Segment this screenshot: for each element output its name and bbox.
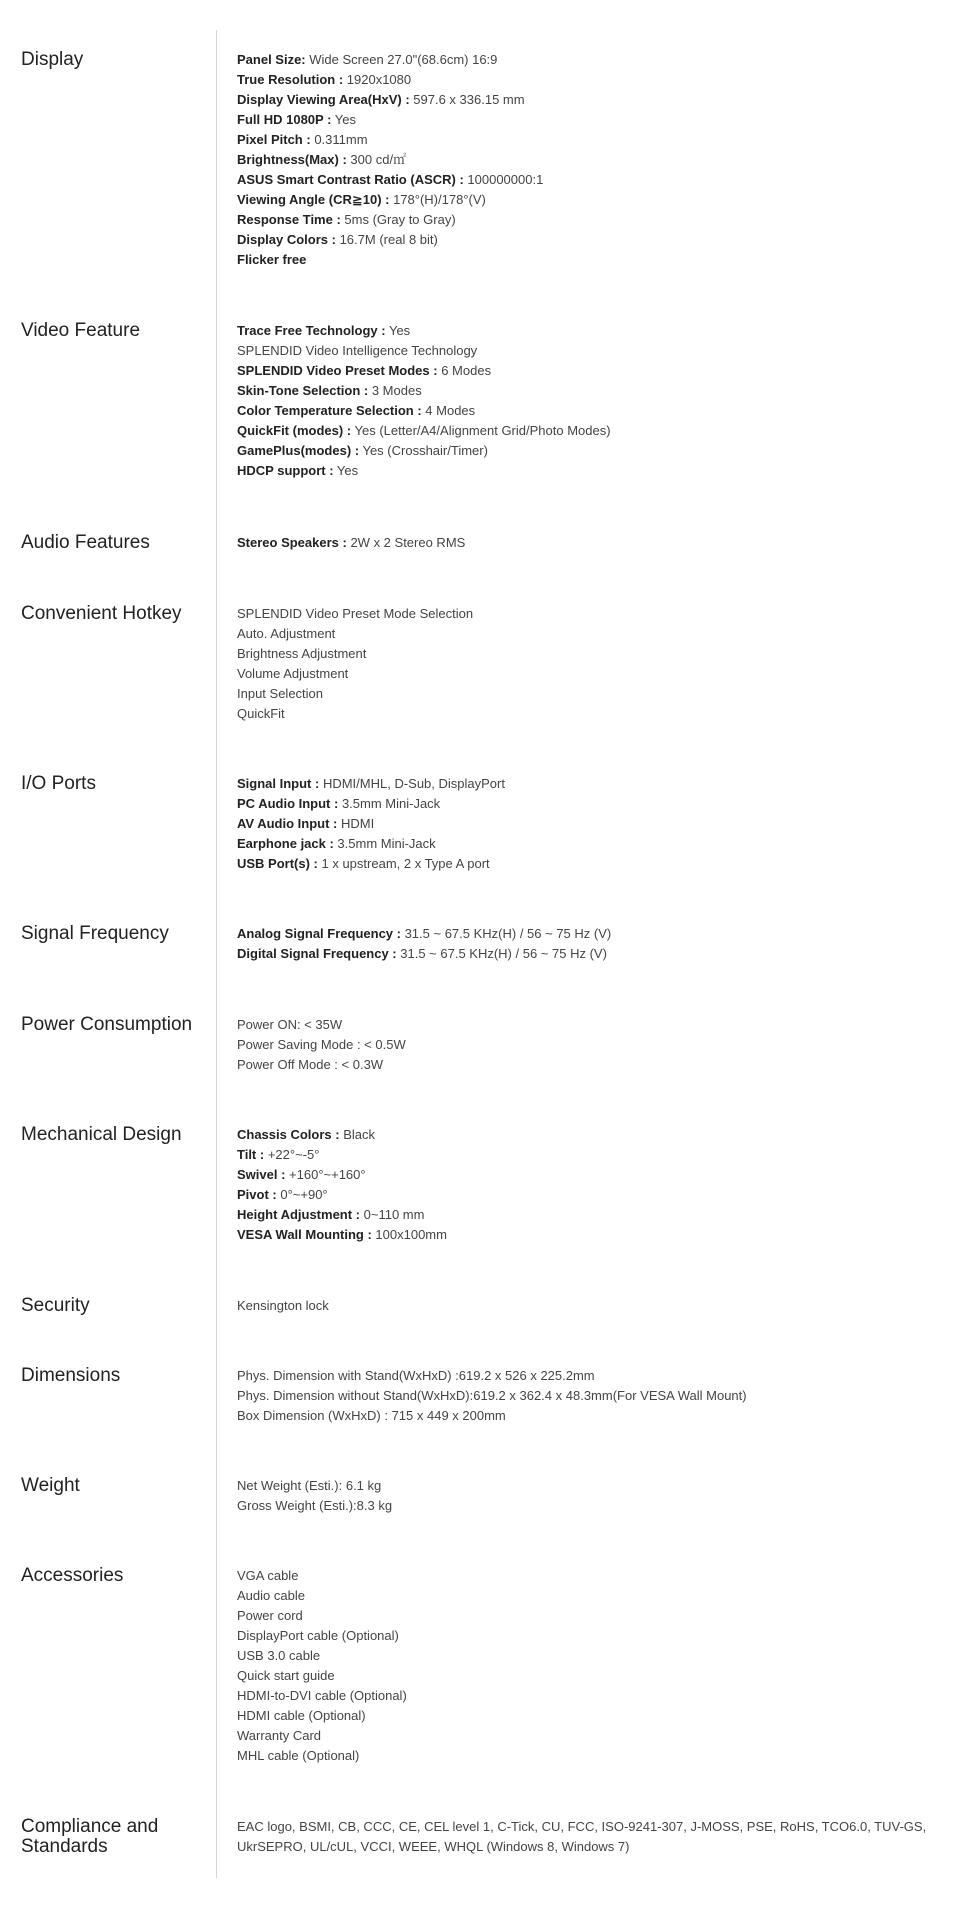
spec-value: EAC logo, BSMI, CB, CCC, CE, CEL level 1, C-Tick, CU, FCC, ISO-9241-307, J-MOSS, PSE, RoHS, TCO6.0, TUV-GS, UkrSEPRO, UL/cUL, VCCI, WEEE, WHQL (Windows 8, Windows 7) [237, 1819, 927, 1854]
spec-row [237, 1366, 937, 1386]
spec-value: MHL cable (Optional) [237, 1748, 360, 1763]
spec-value: Kensington lock [237, 1298, 329, 1313]
section-body [237, 604, 937, 724]
spec-value: 16.7M (real 8 bit) [335, 232, 438, 247]
spec-value: HDMI-to-DVI cable (Optional) [237, 1688, 407, 1703]
spec-row [237, 461, 937, 481]
spec-row [237, 441, 937, 461]
spec-value: 3.5mm Mini-Jack [333, 836, 436, 851]
section-title: Compliance and Standards [21, 1816, 159, 1857]
spec-row [237, 794, 937, 814]
spec-value: DisplayPort cable (Optional) [237, 1628, 399, 1643]
section-body [237, 533, 937, 553]
spec-row [237, 1055, 937, 1075]
spec-row [237, 1706, 937, 1726]
spec-label: Signal Input : [237, 776, 320, 791]
spec-label: Full HD 1080P : [237, 112, 332, 127]
spec-value: Volume Adjustment [237, 666, 349, 681]
spec-value: SPLENDID Video Preset Mode Selection [237, 606, 474, 621]
spec-row [237, 1035, 937, 1055]
spec-value: Power ON: < 35W [237, 1017, 343, 1032]
spec-row [237, 1476, 937, 1496]
column-divider [216, 30, 217, 1878]
spec-value: 100000000:1 [463, 172, 544, 187]
spec-row [237, 1015, 937, 1035]
spec-value: SPLENDID Video Intelligence Technology [237, 343, 478, 358]
spec-value: 100x100mm [371, 1227, 447, 1242]
spec-label: Digital Signal Frequency : [237, 946, 397, 961]
spec-label: Viewing Angle (CR≧10) : [237, 192, 390, 207]
spec-row [237, 50, 937, 70]
spec-label: Brightness(Max) : [237, 152, 347, 167]
spec-row [237, 1726, 937, 1746]
spec-label: HDCP support : [237, 463, 334, 478]
spec-value: Quick start guide [237, 1668, 335, 1683]
spec-label: Height Adjustment : [237, 1207, 361, 1222]
section-body [237, 1366, 937, 1426]
spec-value: Box Dimension (WxHxD) : 715 x 449 x 200mm [237, 1408, 506, 1423]
spec-row [237, 1586, 937, 1606]
spec-value: 3 Modes [368, 383, 422, 398]
spec-value: 0°~+90° [276, 1187, 328, 1202]
spec-value: Black [339, 1127, 375, 1142]
section-body [237, 1015, 937, 1075]
spec-row [237, 604, 937, 624]
spec-value: HDMI cable (Optional) [237, 1708, 366, 1723]
spec-row [237, 533, 937, 553]
spec-label: Swivel : [237, 1167, 286, 1182]
spec-label: True Resolution : [237, 72, 344, 87]
spec-value: Wide Screen 27.0"(68.6cm) 16:9 [305, 52, 498, 67]
spec-row [237, 1686, 937, 1706]
spec-value: Phys. Dimension without Stand(WxHxD):619.2 x 362.4 x 48.3mm(For VESA Wall Mount) [237, 1388, 747, 1403]
section-body [237, 321, 937, 481]
spec-row [237, 704, 937, 724]
spec-row [237, 421, 937, 441]
spec-value: 597.6 x 336.15 mm [409, 92, 525, 107]
section-title: Display [21, 49, 84, 70]
section-body [237, 1125, 937, 1245]
spec-value: HDMI [337, 816, 375, 831]
section-title: Mechanical Design [21, 1124, 182, 1145]
spec-label: QuickFit (modes) : [237, 423, 352, 438]
spec-label: Panel Size: [237, 52, 306, 67]
spec-row [237, 130, 937, 150]
spec-value: Net Weight (Esti.): 6.1 kg [237, 1478, 382, 1493]
spec-value: 178°(H)/178°(V) [389, 192, 486, 207]
spec-row [237, 684, 937, 704]
spec-row [237, 230, 937, 250]
section-title: Signal Frequency [21, 923, 169, 944]
spec-row [237, 664, 937, 684]
spec-row [237, 1746, 937, 1766]
spec-value: 3.5mm Mini-Jack [338, 796, 441, 811]
spec-row [237, 854, 937, 874]
section-title: I/O Ports [21, 773, 96, 794]
spec-row [237, 210, 937, 230]
spec-label: Skin-Tone Selection : [237, 383, 369, 398]
spec-value: 300 cd/㎡ [346, 152, 407, 167]
spec-value: Power Saving Mode : < 0.5W [237, 1037, 406, 1052]
spec-row [237, 1205, 937, 1225]
spec-row [237, 341, 937, 361]
spec-row [237, 1185, 937, 1205]
spec-label: Chassis Colors : [237, 1127, 340, 1142]
spec-value: 1 x upstream, 2 x Type A port [317, 856, 490, 871]
spec-value: Gross Weight (Esti.):8.3 kg [237, 1498, 393, 1513]
spec-value: Phys. Dimension with Stand(WxHxD) :619.2 x 526 x 225.2mm [237, 1368, 595, 1383]
spec-label: USB Port(s) : [237, 856, 318, 871]
spec-row [237, 70, 937, 90]
spec-row [237, 624, 937, 644]
spec-row [237, 90, 937, 110]
spec-value: Yes [385, 323, 411, 338]
spec-value: +22°~-5° [264, 1147, 320, 1162]
spec-label: PC Audio Input : [237, 796, 339, 811]
spec-row [237, 1566, 937, 1586]
spec-row [237, 814, 937, 834]
spec-label: Analog Signal Frequency : [237, 926, 401, 941]
spec-label: Stereo Speakers : [237, 535, 347, 550]
spec-label: Display Viewing Area(HxV) : [237, 92, 410, 107]
spec-row [237, 250, 937, 270]
section-body [237, 1817, 937, 1857]
spec-value: HDMI/MHL, D-Sub, DisplayPort [319, 776, 505, 791]
spec-row [237, 1406, 937, 1426]
spec-row [237, 1626, 937, 1646]
section-body [237, 1476, 937, 1516]
section-body [237, 1296, 937, 1316]
section-title: Security [21, 1295, 90, 1316]
spec-value: QuickFit [237, 706, 285, 721]
section-body [237, 774, 937, 874]
section-body [237, 924, 937, 964]
spec-value: 31.5 ~ 67.5 KHz(H) / 56 ~ 75 Hz (V) [396, 946, 607, 961]
spec-value: 31.5 ~ 67.5 KHz(H) / 56 ~ 75 Hz (V) [400, 926, 612, 941]
spec-value: Power Off Mode : < 0.3W [237, 1057, 384, 1072]
section-title: Power Consumption [21, 1014, 193, 1035]
spec-row [237, 1225, 937, 1245]
section-title: Accessories [21, 1565, 124, 1586]
spec-value: +160°~+160° [285, 1167, 366, 1182]
spec-label: SPLENDID Video Preset Modes : [237, 363, 438, 378]
spec-row [237, 1496, 937, 1516]
spec-value: Yes [333, 463, 359, 478]
spec-value: Input Selection [237, 686, 324, 701]
spec-value: 0.311mm [310, 132, 368, 147]
section-title: Convenient Hotkey [21, 603, 182, 624]
spec-row [237, 361, 937, 381]
spec-label: Flicker free [237, 252, 307, 267]
spec-row [237, 1125, 937, 1145]
spec-row [237, 1817, 937, 1857]
spec-value: Yes (Letter/A4/Alignment Grid/Photo Modes) [351, 423, 611, 438]
section-title: Dimensions [21, 1365, 121, 1386]
section-title: Video Feature [21, 320, 141, 341]
spec-row [237, 150, 937, 170]
spec-row [237, 1165, 937, 1185]
spec-row [237, 834, 937, 854]
spec-value: Power cord [237, 1608, 303, 1623]
spec-value: 6 Modes [437, 363, 492, 378]
spec-value: Brightness Adjustment [237, 646, 367, 661]
spec-label: Trace Free Technology : [237, 323, 386, 338]
spec-row [237, 190, 937, 210]
spec-row [237, 110, 937, 130]
spec-value: USB 3.0 cable [237, 1648, 321, 1663]
spec-value: 2W x 2 Stereo RMS [346, 535, 466, 550]
spec-value: Warranty Card [237, 1728, 322, 1743]
spec-label: Earphone jack : [237, 836, 334, 851]
section-title: Weight [21, 1475, 80, 1496]
spec-value: Yes (Crosshair/Timer) [359, 443, 488, 458]
spec-label: Tilt : [237, 1147, 265, 1162]
spec-label: Pixel Pitch : [237, 132, 311, 147]
spec-row [237, 1646, 937, 1666]
spec-value: 0~110 mm [360, 1207, 425, 1222]
spec-row [237, 170, 937, 190]
spec-label: Response Time : [237, 212, 341, 227]
spec-value: Yes [331, 112, 356, 127]
spec-label: Pivot : [237, 1187, 277, 1202]
spec-row [237, 401, 937, 421]
spec-row [237, 1666, 937, 1686]
spec-label: ASUS Smart Contrast Ratio (ASCR) : [237, 172, 464, 187]
spec-row [237, 381, 937, 401]
spec-value: 4 Modes [421, 403, 476, 418]
spec-value: VGA cable [237, 1568, 299, 1583]
spec-row [237, 1296, 937, 1316]
spec-row [237, 1386, 937, 1406]
spec-value: Audio cable [237, 1588, 305, 1603]
spec-row [237, 1145, 937, 1165]
spec-row [237, 944, 937, 964]
spec-label: Display Colors : [237, 232, 336, 247]
spec-label: GamePlus(modes) : [237, 443, 360, 458]
section-body [237, 1566, 937, 1766]
spec-value: 5ms (Gray to Gray) [340, 212, 456, 227]
spec-value: Auto. Adjustment [237, 626, 336, 641]
spec-row [237, 774, 937, 794]
spec-label: AV Audio Input : [237, 816, 338, 831]
spec-row [237, 321, 937, 341]
spec-row [237, 644, 937, 664]
spec-row [237, 1606, 937, 1626]
spec-value: 1920x1080 [343, 72, 412, 87]
section-body [237, 50, 937, 270]
spec-label: VESA Wall Mounting : [237, 1227, 372, 1242]
section-title: Audio Features [21, 532, 150, 553]
spec-row [237, 924, 937, 944]
spec-label: Color Temperature Selection : [237, 403, 422, 418]
